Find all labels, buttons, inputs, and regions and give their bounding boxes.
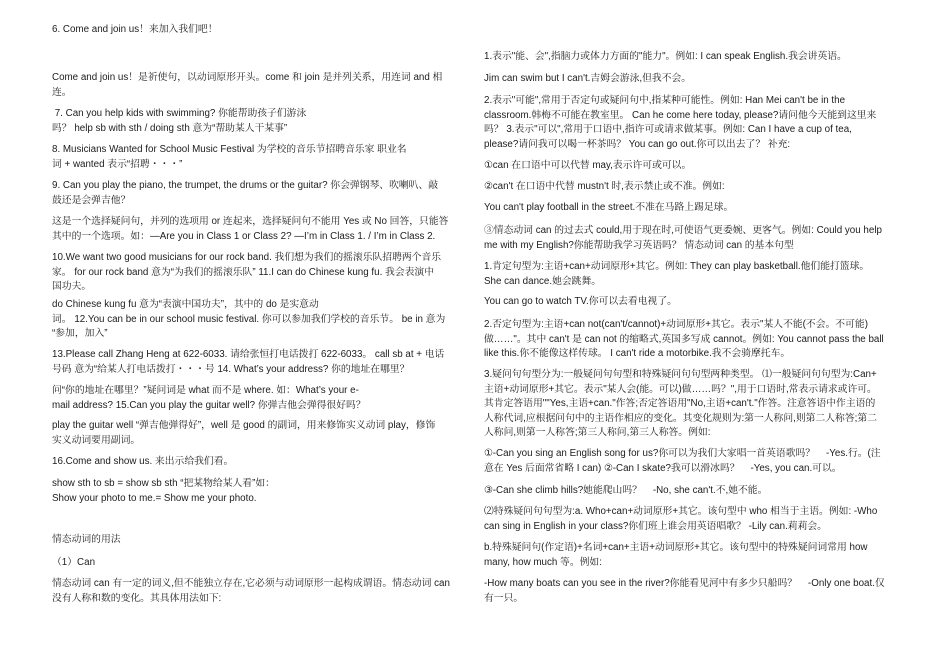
- text-line: 其肯定答语用""Yes,主语+can."作答;否定答语用"No,主语+can't."作答。注意答语中作主语的: [484, 398, 876, 410]
- text-line: Come and join us！是祈使句，以动词原形开头。come 和 join 是并列关系，用连词 and 相: [52, 72, 443, 83]
- text-line: 有一只。: [484, 592, 524, 604]
- text-line: 意在 Yes 后面常省略 I can) ②-Can I skate?我可以滑冰吗？ -Yes, you can.可以。: [484, 462, 842, 474]
- note-13-14-sentences: [52, 348, 464, 377]
- text-line: 16.Come and show us. 来出示给我们看。: [52, 456, 234, 467]
- note-9-explanation: [52, 215, 464, 244]
- text-line: can sing in English in your class?你们班上谁会用英语唱歌？ -Lily can.莉莉会。: [484, 520, 827, 532]
- text-line: 人称问,则第一人称答;第三人称问,第三人称答。例如:: [484, 427, 711, 439]
- text-line: 1.肯定句型为:主语+can+动词原形+其它。例如: They can play basketball.他们能打篮球。: [484, 261, 870, 272]
- text-line: Show your photo to me.= Show me your photo.: [52, 492, 257, 504]
- note-14-15-explanation: [52, 384, 464, 413]
- text-line: 国功夫。: [52, 281, 92, 293]
- text-line: 没有人称和数的变化。其具体用法如下:: [52, 592, 222, 604]
- text-line: 词 + wanted 表示“招聘・・・”: [52, 158, 183, 170]
- text-line: 其中的一个选项。如：—Are you in Class 1 or Class 2? —I’m in Class 1. / I’m in Class 2.: [52, 230, 436, 242]
- text-line: 6. Come and join us！来加入我们吧！: [52, 24, 218, 35]
- note-7-sentence: [52, 107, 464, 136]
- text-line: 这是一个选择疑问句，并列的选项用 or 连起来，选择疑问句不能用 Yes 或 No 回答，只能答: [52, 216, 449, 227]
- heading-text: 情态动词的用法: [52, 534, 121, 545]
- text-line: 7. Can you help kids with swimming? 你能帮助孩子们游泳: [52, 108, 307, 119]
- text-line: “参加，加入”: [52, 328, 108, 340]
- text-line: ⑵特殊疑问句句型为:a. Who+can+动词原形+其它。该句型中 who 相当于主语。例如: -Who: [484, 506, 878, 517]
- can-usage-1-ability: [484, 50, 902, 65]
- left-column: [52, 0, 464, 671]
- supplement-note-3: [484, 224, 902, 253]
- note-16-explanation: [52, 477, 464, 506]
- text-line: 连。: [52, 86, 72, 98]
- text-line: ③-Can she climb hills?她能爬山吗？ -No, she can't.不,她不能。: [484, 485, 768, 496]
- text-line: 2.否定句型为:主语+can not(can't/cannot)+动词原形+其它。表示"某人不能(不会。不可能): [484, 319, 868, 330]
- note-11-12-explanation: [52, 298, 464, 342]
- note-10-11-sentences: [52, 251, 464, 295]
- note-15-explanation: [52, 419, 464, 448]
- interrogative-examples-1-2: [484, 447, 902, 476]
- interrogative-example-3: [484, 484, 902, 499]
- text-line: do Chinese kung fu 意为“表演中国功夫”，其中的 do 是实意动: [52, 299, 319, 310]
- text-line: 吗？ 3.表示"可以",常用于口语中,指许可或请求做某事。例如: Can I have a cup of tea,: [484, 124, 852, 136]
- note-6-explanation: [52, 71, 464, 100]
- heading-text: （1）Can: [52, 557, 96, 568]
- note-16-sentence: [52, 455, 464, 470]
- text-line: 主语+动词原形+其它。表示"某人会(能。可以)做……吗？",用于口语时,常表示请求或许可。: [484, 383, 877, 395]
- text-line: You can't play football in the street.不准在马路上踢足球。: [484, 202, 734, 213]
- supplement-note-2: [484, 180, 902, 195]
- text-line: 13.Please call Zhang Heng at 622-6033. 请给张恒打电话拨打 622-6033。 call sb at + 电话: [52, 349, 445, 360]
- text-line: 吗？ help sb with sth / doing sth 意为“帮助某人干某事”: [52, 122, 288, 134]
- text-line: -How many boats can you see in the river?你能看见河中有多少只船吗？ -Only one boat.仅: [484, 578, 885, 589]
- text-line: b.特殊疑问句(作定语)+名词+can+主语+动词原形+其它。该句型中的特殊疑问词常用 how: [484, 542, 868, 553]
- text-line: 问“你的地址在哪里？”疑问词是 what 而不是 where. 如：What’s your e-: [52, 385, 359, 396]
- special-question-pattern-a: [484, 505, 902, 534]
- pattern-2-negative: [484, 318, 902, 362]
- pattern-3-interrogative: [484, 368, 902, 441]
- text-line: Jim can swim but I can't.吉姆会游泳,但我不会。: [484, 73, 692, 84]
- note-8-sentence: [52, 143, 464, 172]
- text-line: like this.你不能像这样传球。 I can't ride a motorbike.我不会骑摩托车。: [484, 348, 791, 360]
- section-heading-modal-verbs: [52, 533, 464, 548]
- text-line: 9. Can you play the piano, the trumpet, the drums or the guitar? 你会弹钢琴、吹喇叭、敲: [52, 180, 439, 191]
- note-9-sentence: [52, 179, 464, 208]
- text-line: ①-Can you sing an English song for us?你可以为我们大家唱一首英语歌吗？ -Yes.行。(注: [484, 448, 881, 459]
- text-line: 3.疑问句句型分为:一般疑问句句型和特殊疑问句句型两种类型。 ⑴一般疑问句句型为:Can+: [484, 369, 877, 380]
- text-line: 情态动词 can 有一定的词义,但不能独立存在,它必须与动词原形一起构成谓语。情态动词 can: [52, 578, 450, 589]
- text-line: mail address? 15.Can you play the guitar well? 你弹吉他会弹得很好吗？: [52, 399, 366, 411]
- text-line: me with my English?你能帮助我学习英语吗？ 情态动词 can 的基本句型: [484, 239, 794, 251]
- text-line: play the guitar well “弹吉他弹得好”，well 是 good 的副词，用来修饰实义动词 play，修饰: [52, 420, 436, 431]
- text-line: 2.表示"可能",常用于否定句或疑问句中,指某种可能性。例如: Han Mei can't be in the: [484, 95, 846, 106]
- text-line: ①can 在口语中可以代替 may,表示许可或可以。: [484, 160, 692, 171]
- text-line: 词。 12.You can be in our school music festival. 你可以参加我们学校的音乐节。 be in 意为: [52, 313, 446, 325]
- text-line: show sth to sb = show sb sth “把某物给某人看”如：: [52, 478, 275, 489]
- special-question-example: [484, 577, 902, 606]
- pattern-1-affirmative: [484, 260, 902, 289]
- text-line: 号码 意为“给某人打电话拨打・・・号 14. What’s your address? 你的地址在哪里？: [52, 363, 410, 375]
- right-column: [484, 0, 902, 671]
- text-line: many, how much 等。例如:: [484, 556, 602, 568]
- text-line: classroom.韩梅不可能在教室里。 Can he come here today, please?请问他今天能到这里来: [484, 109, 877, 121]
- subsection-heading-can: [52, 556, 464, 571]
- supplement-note-2-example: [484, 201, 902, 216]
- text-line: She can dance.她会跳舞。: [484, 275, 602, 287]
- text-line: 做……"。其中 can't 是 can not 的缩略式,英国多写成 cannot。例如: You cannot pass the ball: [484, 333, 884, 345]
- text-line: 实义动词要用副词。: [52, 434, 141, 446]
- supplement-note-1: [484, 159, 902, 174]
- can-usage-1-example: [484, 72, 902, 87]
- text-line: 家。 for our rock band 意为“为我们的摇滚乐队” 11.I can do Chinese kung fu. 我会表演中: [52, 266, 435, 278]
- can-intro-paragraph: [52, 577, 464, 606]
- text-line: please?请问我可以喝一杯茶吗？ You can go out.你可以出去了？ 补充:: [484, 138, 791, 150]
- text-line: ②can't 在口语中代替 mustn't 时,表示禁止或不准。例如:: [484, 181, 725, 192]
- text-line: ③情态动词 can 的过去式 could,用于现在时,可使语气更委婉、更客气。例如: Could you help: [484, 225, 882, 236]
- can-usage-2-3-possibility-permission: [484, 94, 902, 152]
- pattern-1-example: [484, 295, 902, 310]
- text-line: 鼓还是会弹吉他？: [52, 194, 131, 206]
- special-question-pattern-b: [484, 541, 902, 570]
- text-line: 1.表示"能、会",指脑力或体力方面的"能力"。例如: I can speak English.我会讲英语。: [484, 51, 847, 62]
- note-6-sentence: [52, 23, 464, 38]
- text-line: 10.We want two good musicians for our rock band. 我们想为我们的摇滚乐队招聘两个音乐: [52, 252, 442, 263]
- text-line: 人称代词,应根据问句中的主语作相应的变化。其变化规则为:第一人称问,则第二人称答;第二: [484, 412, 877, 424]
- text-line: 8. Musicians Wanted for School Music Festival 为学校的音乐节招聘音乐家 职业名: [52, 144, 407, 155]
- text-line: You can go to watch TV.你可以去看电视了。: [484, 296, 677, 307]
